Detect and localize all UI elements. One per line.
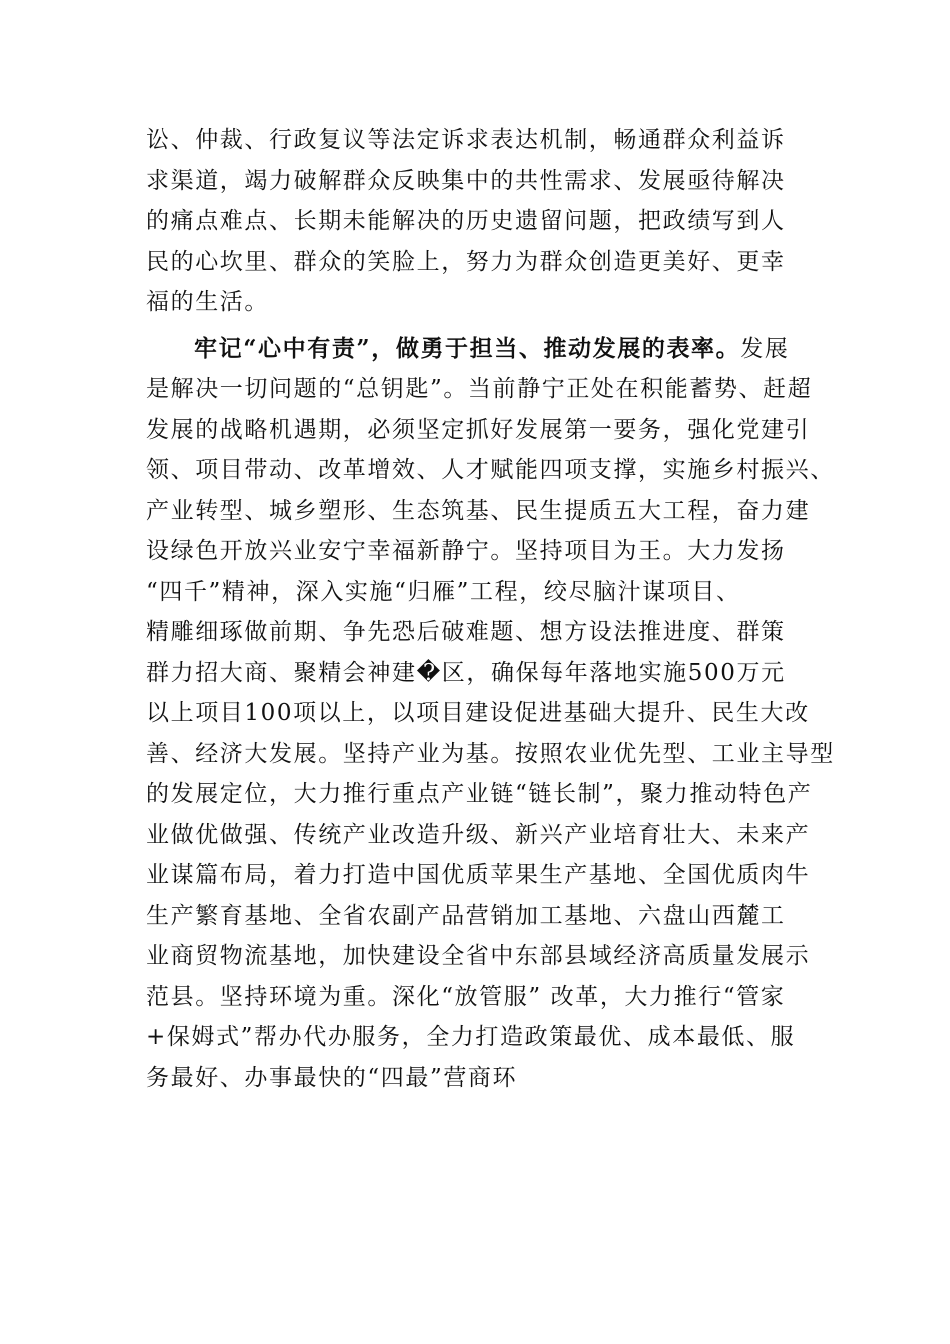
text-line: 产业转型、城乡塑形、生态筑基、民生提质五大工程，奋力建 (146, 497, 811, 524)
text-line: 以上项目100项以上，以项目建设促进基础大提升、民生大改 (146, 700, 810, 726)
text-line: 精雕细琢做前期、争先恐后破难题、想方设法推进度、群策 (146, 619, 786, 645)
text-line: “四千”精神，深入实施“归雁”工程，绞尽脑汁谋项目、 (146, 578, 741, 605)
heading-line-rest: 发展 (740, 335, 790, 362)
text-line: 业商贸物流基地，加快建设全省中东部县域经济高质量发展示 (146, 943, 811, 969)
text-line: 设绿色开放兴业安宁幸福新静宁。坚持项目为王。大力发扬 (146, 538, 786, 564)
text-line: 生产繁育基地、全省农副产品营销加工基地、六盘山西麓工 (146, 902, 786, 929)
text-line: 发展的战略机遇期，必须坚定抓好发展第一要务，强化党建引 (146, 416, 811, 443)
text-line: 福的生活。 (146, 289, 269, 315)
paragraph-first-line (146, 329, 846, 370)
paragraph-heading: 牢记“心中有责”，做勇于担当、推动发展的表率。 (194, 334, 741, 362)
text-line: 业做优做强、传统产业改造升级、新兴产业培育壮大、未来产 (146, 821, 811, 848)
text-line: 的发展定位，大力推行重点产业链“链长制”，聚力推动特色产 (146, 781, 813, 807)
text-line: 民的心坎里、群众的笑脸上，努力为群众创造更美好、更幸 (146, 248, 786, 275)
text-line: 范县。坚持环境为重。深化“放管服” 改革，大力推行“管家 (146, 983, 786, 1010)
text-line: 务最好、办事最快的“四最”营商环 (146, 1064, 518, 1091)
text-line: 善、经济大发展。坚持产业为基。按照农业优先型、工业主导型 (146, 740, 835, 767)
text-line: 讼、仲裁、行政复议等法定诉求表达机制，畅通群众利益诉 (146, 127, 786, 153)
text-line: +保姆式”帮办代办服务，全力打造政策最优、成本最低、服 (146, 1024, 796, 1050)
document-body (146, 120, 846, 1098)
text-line: 求渠道，竭力破解群众反映集中的共性需求、发展亟待解决 (146, 167, 786, 194)
text-line: 是解决一切问题的“总钥匙”。当前静宁正处在积能蓄势、赶超 (146, 376, 813, 402)
text-line: 领、项目带动、改革增效、人才赋能四项支撑，实施乡村振兴、 (146, 457, 835, 483)
text-line: 的痛点难点、长期未能解决的历史遗留问题，把政绩写到人 (146, 208, 786, 234)
text-line: 业谋篇布局，着力打造中国优质苹果生产基地、全国优质肉牛 (146, 862, 811, 888)
text-line: 群力招大商、聚精会神建�区，确保每年落地实施500万元 (146, 659, 786, 686)
